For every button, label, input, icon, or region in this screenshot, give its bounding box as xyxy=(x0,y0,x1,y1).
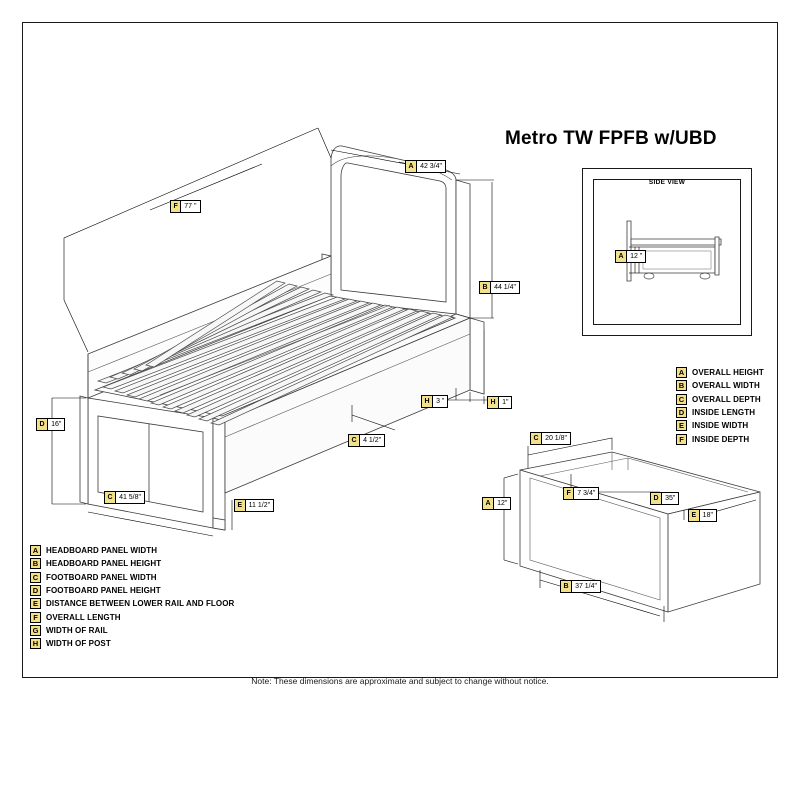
side-view-label: SIDE VIEW xyxy=(648,179,686,186)
callout-c-overall-depth: C 20 1/8" xyxy=(530,432,571,445)
callout-c-footboard-panel-width: C 41 5/8" xyxy=(104,491,145,504)
callout-a-overall-height: A 12" xyxy=(482,497,511,510)
callout-b-headboard-panel-height: B 44 1/4" xyxy=(479,281,520,294)
legend-row: D INSIDE LENGTH xyxy=(676,406,764,419)
legend-drawer xyxy=(676,366,764,446)
legend-row: F INSIDE DEPTH xyxy=(676,432,764,445)
legend-row: C FOOTBOARD PANEL WIDTH xyxy=(30,571,234,584)
legend-row: E INSIDE WIDTH xyxy=(676,419,764,432)
callout-h-width-of-post-3in: H 3 " xyxy=(421,395,448,408)
disclaimer-note: Note: These dimensions are approximate and subject to change without notice. xyxy=(251,676,549,686)
legend-row: G WIDTH OF RAIL xyxy=(30,624,234,637)
legend-row: H WIDTH OF POST xyxy=(30,637,234,650)
callout-b-overall-width: B 37 1/4" xyxy=(560,580,601,593)
page-title: Metro TW FPFB w/UBD xyxy=(505,128,717,149)
side-view-art xyxy=(583,169,753,337)
side-view-callout-a: A 12 " xyxy=(615,250,646,263)
callout-d-footboard-panel-height: D 16" xyxy=(36,418,65,431)
callout-f-overall-length: F 77 " xyxy=(170,200,201,213)
legend-row: C OVERALL DEPTH xyxy=(676,393,764,406)
legend-row: E DISTANCE BETWEEN LOWER RAIL AND FLOOR xyxy=(30,597,234,610)
callout-a-headboard-panel-width: A 42 3/4" xyxy=(405,160,446,173)
callout-e-inside-width: E 18" xyxy=(688,509,717,522)
callout-f-inside-depth: F 7 3/4" xyxy=(563,487,599,500)
legend-row: B OVERALL WIDTH xyxy=(676,379,764,392)
callout-e-lower-rail-to-floor: E 11 1/2" xyxy=(234,499,274,512)
legend-bed xyxy=(30,544,234,650)
side-view-panel xyxy=(582,168,752,336)
callout-c-width-of-rail: C 4 1/2" xyxy=(348,434,385,447)
legend-row: D FOOTBOARD PANEL HEIGHT xyxy=(30,584,234,597)
legend-row: B HEADBOARD PANEL HEIGHT xyxy=(30,557,234,570)
callout-h-width-of-post-1in: H 1" xyxy=(487,396,512,409)
legend-row: A HEADBOARD PANEL WIDTH xyxy=(30,544,234,557)
legend-row: A OVERALL HEIGHT xyxy=(676,366,764,379)
legend-row: F OVERALL LENGTH xyxy=(30,610,234,623)
callout-d-inside-length: D 35" xyxy=(650,492,679,505)
